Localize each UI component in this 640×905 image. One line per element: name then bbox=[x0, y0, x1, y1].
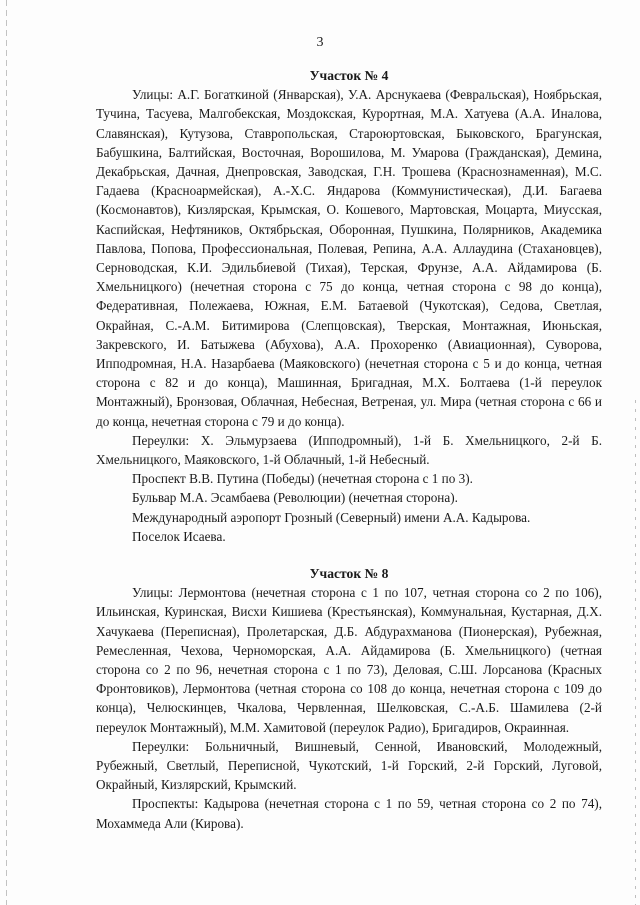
section-uchastok-8 bbox=[96, 564, 602, 833]
lanes-paragraph: Переулки: Х. Эльмурзаева (Ипподромный), 1-й Б. Хмельницкого, 2-й Б. Хмельницкого, Маяковского, 1-й Облачный, 1-й Небесный. bbox=[96, 432, 602, 468]
section-title: Участок № 4 bbox=[309, 68, 389, 83]
avenues-paragraph: Проспекты: Кадырова (нечетная сторона с 1 по 59, четная сторона со 2 по 74), Мохаммеда Али (Кирова). bbox=[96, 796, 602, 831]
airport-paragraph: Международный аэропорт Грозный (Северный) имени А.А. Кадырова. bbox=[132, 509, 531, 525]
lanes-paragraph: Переулки: Больничный, Вишневый, Сенной, Ивановский, Молодежный, Рубежный, Светлый, Переписной, Чукотский, 1-й Горский, 2-й Горский, Луговой, Окрайный, Кизлярский, Крымский. bbox=[96, 738, 602, 793]
streets-paragraph: Улицы: Лермонтова (нечетная сторона с 1 по 107, четная сторона со 2 по 106), Ильинская, Куринская, Висхи Кишиева (Крестьянская), Коммунальная, Кустарная, Д.Х. Хачукаева (Переписная), Пролетарская, Д.Б. Абдурахманова (Пионерская), Рубежная, Ремесленная, Чехова, Черноморская, А.А. Айдамирова (Б. Хмельницкого) (четная сторона со 2 по 96, нечетная сторона с 1 по 73), Деловая, С.Ш. Лорсанова (Красных Фронтовиков), Лермонтова (четная сторона со 108 до конца, нечетная сторона с 109 до конца), Челюскинцев, Чкалова, Червленная, Шелковская, С.-А.Б. Шамилева (2-й переулок Монтажный), М.М. Хамитовой (переулок Радио), Бригадиров, Окраинная. bbox=[96, 585, 602, 735]
section-uchastok-4 bbox=[96, 66, 602, 546]
avenue-paragraph: Проспект В.В. Путина (Победы) (нечетная сторона с 1 по 3). bbox=[132, 471, 473, 487]
settlement-paragraph: Поселок Исаева. bbox=[132, 528, 226, 544]
streets-paragraph: Улицы: А.Г. Богаткиной (Январская), У.А. Арснукаева (Февральская), Ноябрьская, Тучина, Тасуева, Малгобекская, Моздокская, Курортная, М.А. Хатуева (А.А. Иналова, Славянская), Кутузова, Ставропольская, Староюртовская, Быковского, Брагунская, Бабушкина, Балтийская, Восточная, Ворошилова, М. Умарова (Гражданская), Демина, Декабрьская, Дачная, Днепровская, Заводская, Г.Н. Трошева (Краснознаменная), М.С. Гадаева (Красноармейская), А.-Х.С. Яндарова (Коммунистическая), Д.И. Багаева (Космонавтов), Кизлярская, Крымская, О. Кошевого, Мартовская, Моцарта, Миусская, Каспийская, Нефтяников, Октябрьская, Оборонная, Пушкина, Полярников, Академика Павлова, Попова, Профессиональная, Полевая, Репина, А.А. Аллаудина (Стахановцев), Серноводская, К.И. Эдильбиевой (Тихая), Терская, Фрунзе, А.А. Айдамирова (Б. Хмельницкого) (нечетная сторона с 75 до конца, четная сторона с 98 до конца), Федеративная, Полежаева, Южная, Е.М. Батаевой (Чукотская), Седова, Светлая, Окрайная, С.-А.М. Битимирова (Слепцовская), Тверская, Монтажная, Июньская, Закревского, И. Батыжева (Абухова), А.А. Прохоренко (Авиационная), Суворова, Ипподромная, Н.А. Назарбаева (Маяковского) (нечетная сторона с 5 и до конца, четная сторона с 82 и до конца), Машинная, Бригадная, М.Х. Болтаева (1-й переулок Монтажный), Бронзовая, Облачная, Небесная, Ветреная, ул. Мира (четная сторона с 66 и до конца, нечетная сторона с 79 и до конца). bbox=[96, 87, 602, 429]
boulevard-paragraph: Бульвар М.А. Эсамбаева (Революции) (нечетная сторона). bbox=[132, 490, 458, 506]
scan-edge-left bbox=[6, 0, 7, 905]
section-title: Участок № 8 bbox=[309, 566, 389, 581]
scan-edge-right bbox=[635, 400, 636, 905]
page-number: 3 bbox=[316, 35, 324, 50]
